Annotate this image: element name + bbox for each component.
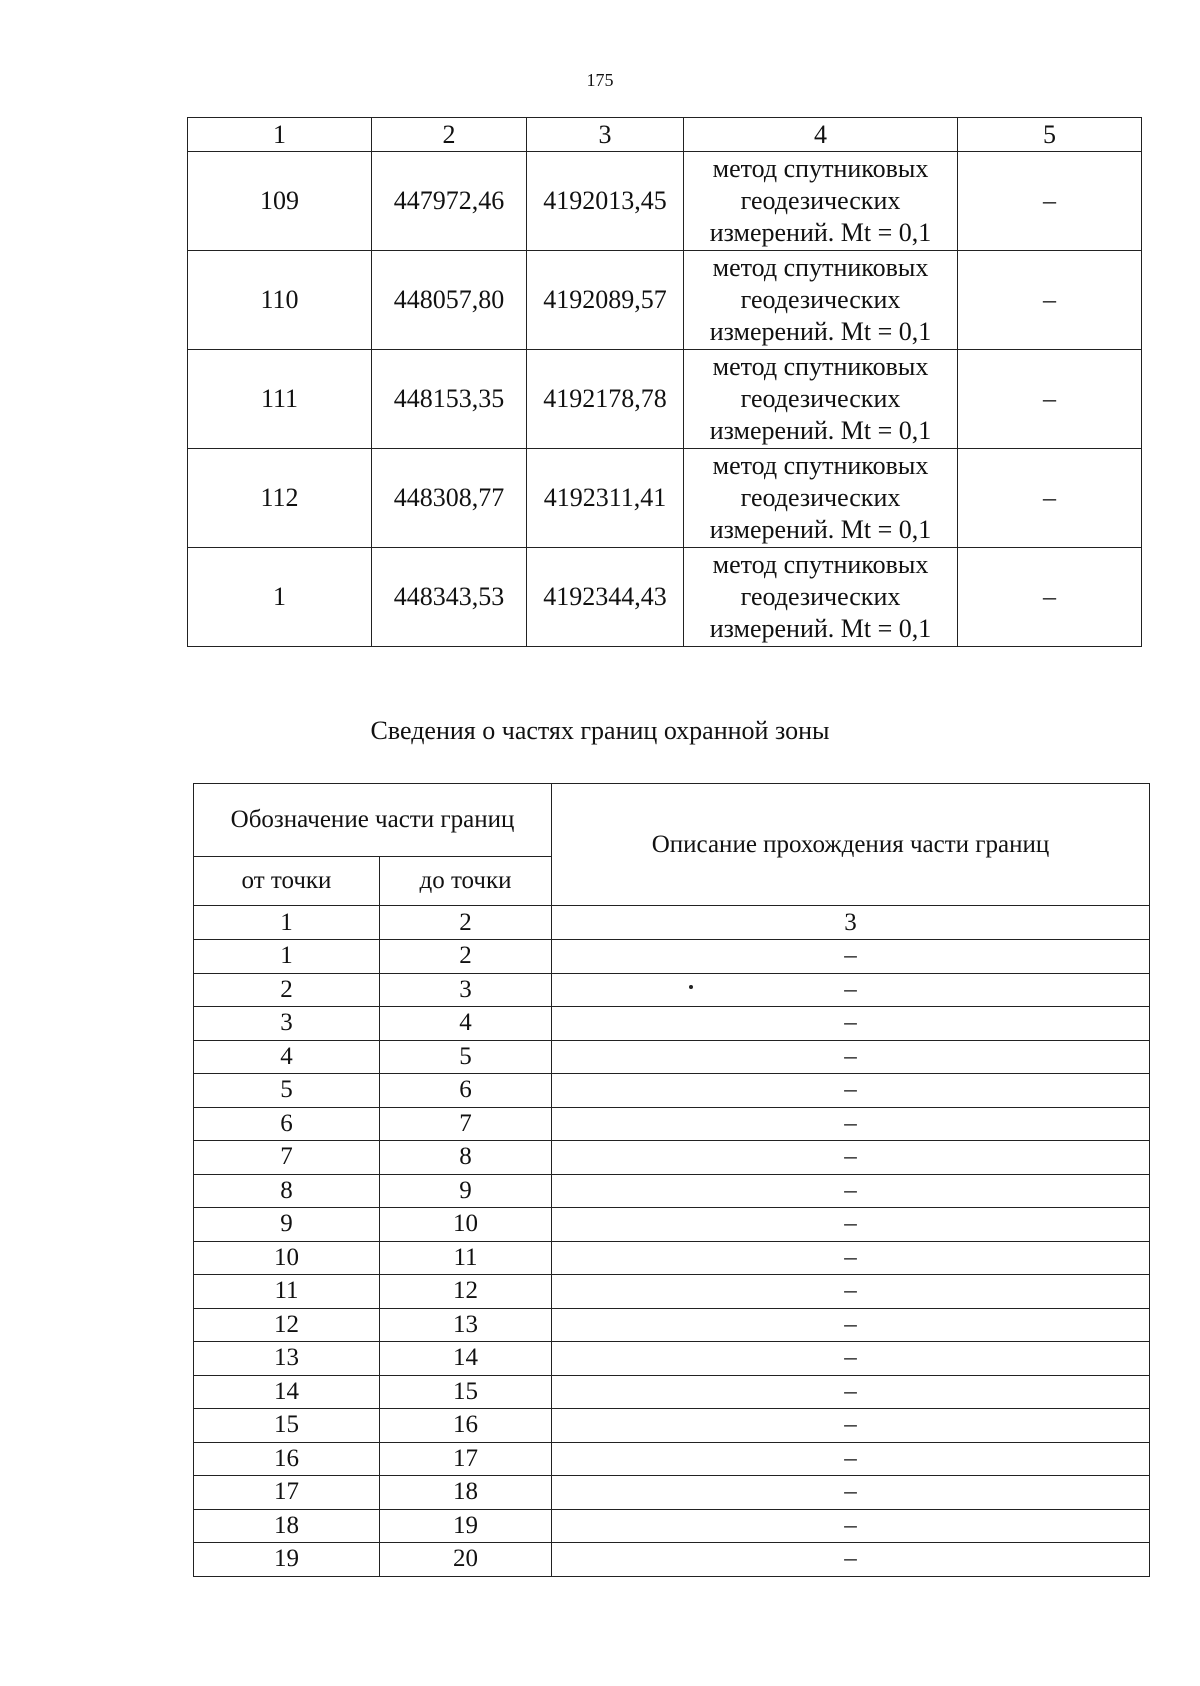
table-row [194, 1040, 1150, 1074]
from-point: 5 [194, 1074, 380, 1108]
method-line: геодезических [740, 582, 901, 611]
from-point: 19 [194, 1543, 380, 1577]
point-number: 111 [188, 350, 372, 449]
to-point: 14 [380, 1342, 552, 1376]
method-line: метод спутниковых [712, 154, 929, 183]
from-point: 3 [194, 1007, 380, 1041]
description: – [552, 1375, 1150, 1409]
to-point: 9 [380, 1174, 552, 1208]
method-line: геодезических [740, 384, 901, 413]
header-cell: 3 [527, 118, 684, 152]
to-point: 18 [380, 1476, 552, 1510]
boundary-parts-body [194, 784, 1150, 1577]
column-number: 3 [552, 906, 1150, 940]
from-point: 14 [194, 1375, 380, 1409]
description: – [552, 1409, 1150, 1443]
table-row [194, 973, 1150, 1007]
to-point: 5 [380, 1040, 552, 1074]
to-point: 12 [380, 1275, 552, 1309]
coordinate-x: 448153,35 [372, 350, 527, 449]
from-point: 11 [194, 1275, 380, 1309]
coordinates-table-body [188, 118, 1142, 647]
method-line: измерений. Mt = 0,1 [709, 218, 932, 247]
section-title: Сведения о частях границ охранной зоны [370, 716, 830, 745]
note-cell: – [958, 251, 1142, 350]
table-row [194, 1241, 1150, 1275]
table-row [188, 350, 1142, 449]
point-number: 110 [188, 251, 372, 350]
method-cell [684, 350, 958, 449]
table-row [194, 1543, 1150, 1577]
description: – [552, 1275, 1150, 1309]
description: – [552, 1040, 1150, 1074]
method-line: измерений. Mt = 0,1 [709, 614, 932, 643]
to-point: 4 [380, 1007, 552, 1041]
to-point: 10 [380, 1208, 552, 1242]
table-row [194, 1409, 1150, 1443]
table-row [194, 1275, 1150, 1309]
to-point: 17 [380, 1442, 552, 1476]
from-point: 2 [194, 973, 380, 1007]
coordinate-y: 4192311,41 [527, 449, 684, 548]
from-point: 12 [194, 1308, 380, 1342]
to-point: 13 [380, 1308, 552, 1342]
coordinate-x: 447972,46 [372, 152, 527, 251]
boundary-parts-table [193, 783, 1150, 1577]
description: – [552, 1208, 1150, 1242]
table-row [188, 449, 1142, 548]
description: – [552, 1308, 1150, 1342]
note-cell: – [958, 350, 1142, 449]
description: – [552, 1241, 1150, 1275]
description: – [552, 1509, 1150, 1543]
method-line: геодезических [740, 483, 901, 512]
table-row [188, 548, 1142, 647]
coordinates-table [187, 117, 1142, 647]
from-point-header: от точки [194, 857, 380, 906]
from-point: 15 [194, 1409, 380, 1443]
coordinate-y: 4192344,43 [527, 548, 684, 647]
point-number: 109 [188, 152, 372, 251]
to-point: 19 [380, 1509, 552, 1543]
method-line: геодезических [740, 285, 901, 314]
method-line: измерений. Mt = 0,1 [709, 416, 932, 445]
method-line: измерений. Mt = 0,1 [709, 317, 932, 346]
point-number: 112 [188, 449, 372, 548]
description: – [552, 1442, 1150, 1476]
column-number: 1 [194, 906, 380, 940]
table-row [194, 1342, 1150, 1376]
to-point: 11 [380, 1241, 552, 1275]
method-cell [684, 449, 958, 548]
method-line: метод спутниковых [712, 451, 929, 480]
from-point: 13 [194, 1342, 380, 1376]
table-row [194, 1375, 1150, 1409]
to-point: 20 [380, 1543, 552, 1577]
table-row [194, 1174, 1150, 1208]
to-point: 7 [380, 1107, 552, 1141]
table-row [194, 1476, 1150, 1510]
note-cell: – [958, 548, 1142, 647]
table-row [194, 1107, 1150, 1141]
header-cell: 5 [958, 118, 1142, 152]
coordinates-header-row [188, 118, 1142, 152]
from-point: 17 [194, 1476, 380, 1510]
table-row [194, 1442, 1150, 1476]
from-point: 18 [194, 1509, 380, 1543]
from-point: 10 [194, 1241, 380, 1275]
header-row [194, 784, 1150, 857]
description: – [552, 1107, 1150, 1141]
method-cell [684, 152, 958, 251]
method-line: геодезических [740, 186, 901, 215]
description: – [552, 973, 1150, 1007]
to-point: 3 [380, 973, 552, 1007]
scan-dot [689, 985, 693, 989]
table-row [194, 1308, 1150, 1342]
coordinate-y: 4192178,78 [527, 350, 684, 449]
from-point: 7 [194, 1141, 380, 1175]
description: – [552, 1174, 1150, 1208]
description: – [552, 940, 1150, 974]
coordinate-y: 4192089,57 [527, 251, 684, 350]
method-line: метод спутниковых [712, 550, 929, 579]
description: – [552, 1543, 1150, 1577]
coordinate-x: 448343,53 [372, 548, 527, 647]
note-cell: – [958, 449, 1142, 548]
coordinate-y: 4192013,45 [527, 152, 684, 251]
method-line: измерений. Mt = 0,1 [709, 515, 932, 544]
table-row [194, 1208, 1150, 1242]
description: – [552, 1141, 1150, 1175]
point-number: 1 [188, 548, 372, 647]
method-line: метод спутниковых [712, 253, 929, 282]
from-point: 1 [194, 940, 380, 974]
from-point: 9 [194, 1208, 380, 1242]
to-point: 8 [380, 1141, 552, 1175]
header-cell: 1 [188, 118, 372, 152]
to-point: 6 [380, 1074, 552, 1108]
to-point: 15 [380, 1375, 552, 1409]
from-point: 4 [194, 1040, 380, 1074]
column-number-row [194, 906, 1150, 940]
header-cell: 2 [372, 118, 527, 152]
to-point-header: до точки [380, 857, 552, 906]
from-point: 16 [194, 1442, 380, 1476]
to-point: 2 [380, 940, 552, 974]
coordinate-x: 448057,80 [372, 251, 527, 350]
from-point: 6 [194, 1107, 380, 1141]
page-number: 175 [586, 70, 614, 90]
table-row [188, 251, 1142, 350]
method-line: метод спутниковых [712, 352, 929, 381]
header-cell: 4 [684, 118, 958, 152]
table-row [194, 1509, 1150, 1543]
description: – [552, 1476, 1150, 1510]
table-row [194, 1141, 1150, 1175]
table-row [194, 1007, 1150, 1041]
table-row [194, 1074, 1150, 1108]
description: – [552, 1007, 1150, 1041]
note-cell: – [958, 152, 1142, 251]
column-number: 2 [380, 906, 552, 940]
from-point: 8 [194, 1174, 380, 1208]
method-cell [684, 251, 958, 350]
description: – [552, 1342, 1150, 1376]
designation-header: Обозначение части границ [194, 784, 552, 857]
table-row [194, 940, 1150, 974]
description-header: Описание прохождения части границ [552, 784, 1150, 906]
description: – [552, 1074, 1150, 1108]
table-row [188, 152, 1142, 251]
method-cell [684, 548, 958, 647]
to-point: 16 [380, 1409, 552, 1443]
coordinate-x: 448308,77 [372, 449, 527, 548]
